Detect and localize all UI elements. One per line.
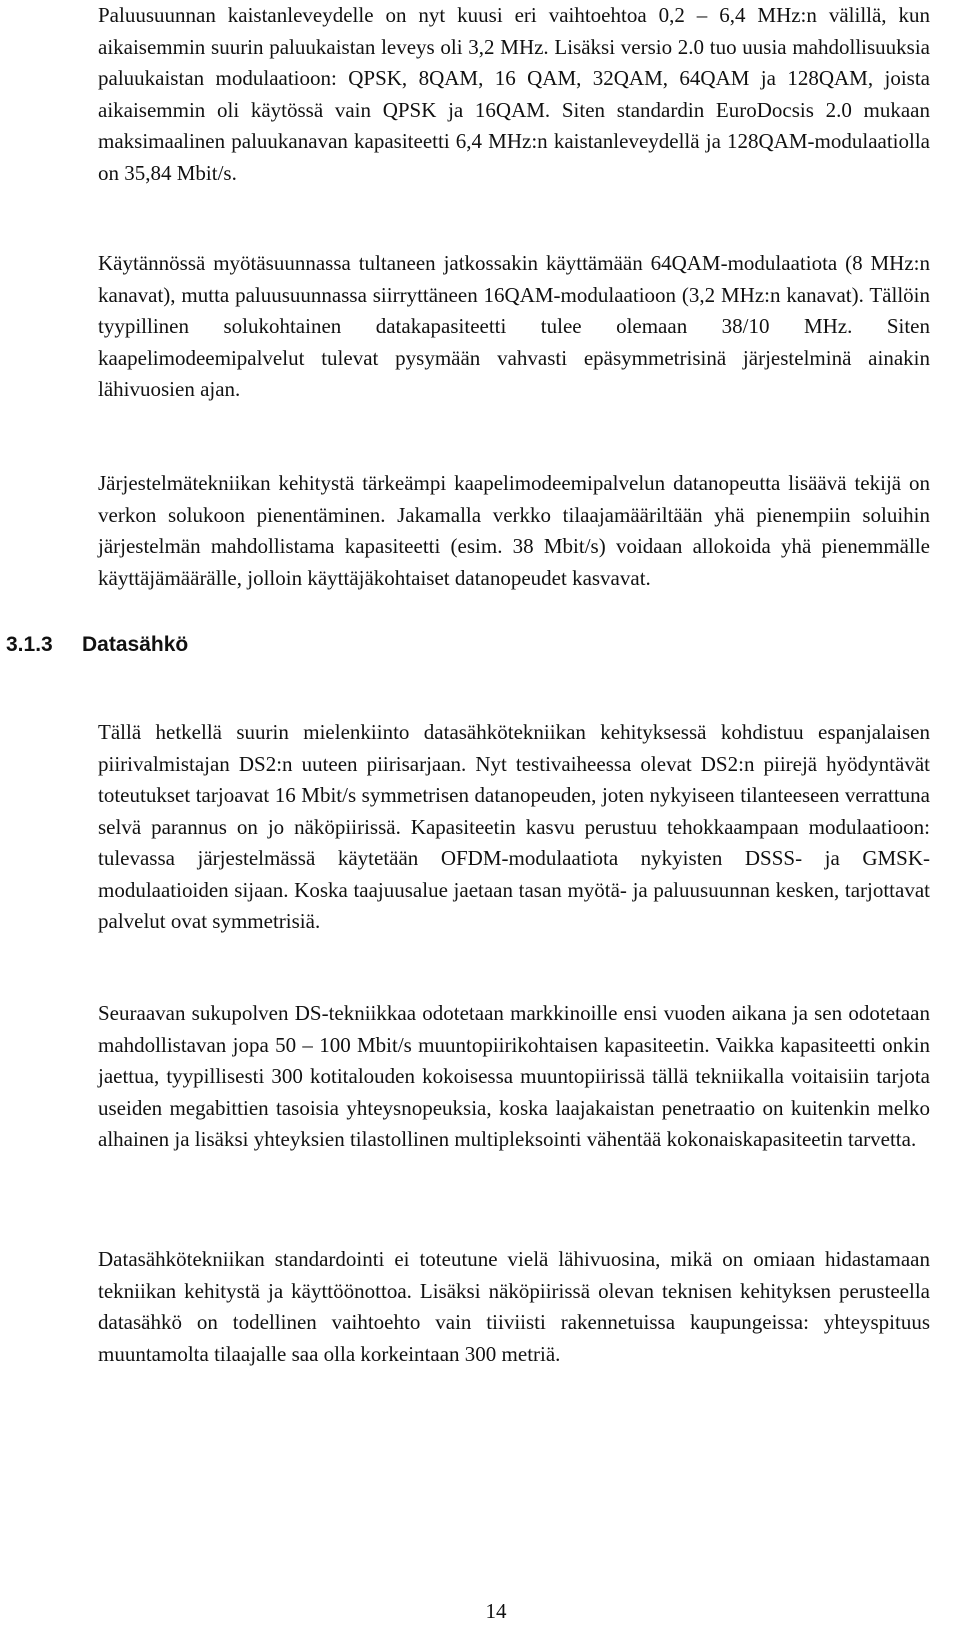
section-number: 3.1.3 [6, 633, 53, 656]
section-title: Datasähkö [82, 633, 189, 656]
paragraph-standardization: Datasähkötekniikan standardointi ei toteutune vielä lähivuosina, mikä on omiaan hidastamaan tekniikan kehitystä ja käyttöönottoa. Lisäksi näköpiirissä olevan teknisen kehityksen perusteella datasähkö on todellinen vaihtoehto vain tiiviisti rakennetuissa kaupungeissa: yhteyspituus muuntamolta tilaajalle saa olla korkeintaan 300 metriä. [98, 1247, 930, 1366]
paragraph-next-generation: Seuraavan sukupolven DS-tekniikkaa odotetaan markkinoille ensi vuoden aikana ja sen odotetaan mahdollistavan jopa 50 – 100 Mbit/s muuntopiirikohtaisen kapasiteetin. Vaikka kapasiteetti onkin jaettua, tyypillisesti 300 kotitalouden kokoisessa muuntopiirissä tällä tekniikalla voitaisiin tarjota useiden megabittien tasoisia yhteysnopeuksia, koska laajakaistan penetraatio on kuitenkin melko alhainen ja lisäksi yhteyksien tilastollinen multipleksointi vähentää kokonaiskapasiteetin tarvetta. [98, 1001, 930, 1151]
paragraph-cell-size: Järjestelmätekniikan kehitystä tärkeämpi kaapelimodeemipalvelun datanopeutta lisäävä tekijä on verkon solukoon pienentäminen. Jakamalla verkko tilaajamääriltään yhä pienempiin soluihin järjestelmän mahdollistama kapasiteetti (esim. 38 Mbit/s) voidaan allokoida yhä pienemmälle käyttäjämäärälle, jolloin käyttäjäkohtaiset datanopeudet kasvavat. [98, 471, 930, 590]
page-number: 14 [485, 1599, 507, 1623]
paragraph-modulation-practice: Käytännössä myötäsuunnassa tultaneen jatkossakin käyttämään 64QAM-modulaatiota (8 MHz:n kanavat), mutta paluusuunnassa siirryttäneen 16QAM-modulaatioon (3,2 MHz:n kanavat). Tällöin tyypillinen solukohtainen datakapasiteetti tulee olemaan 38/10 MHz. Siten kaapelimodeemipalvelut tulevat pysymään vahvasti epäsymmetrisinä järjestelminä ainakin lähivuosien ajan. [98, 251, 930, 401]
section-heading [6, 630, 188, 660]
paragraph-upstream-bandwidth: Paluusuunnan kaistanleveydelle on nyt kuusi eri vaihtoehtoa 0,2 – 6,4 MHz:n välillä, kun aikaisemmin suurin paluukaistan leveys oli 3,2 MHz. Lisäksi versio 2.0 tuo uusia mahdollisuuksia paluukaistan modulaatioon: QPSK, 8QAM, 16 QAM, 32QAM, 64QAM ja 128QAM, joista aikaisemmin oli käytössä vain QPSK ja 16QAM. Siten standardin EuroDocsis 2.0 mukaan maksimaalinen paluukanavan kapasiteetti 6,4 MHz:n kaistanleveydellä ja 128QAM-modulaatiolla on 35,84 Mbit/s. [98, 3, 930, 185]
paragraph-ds2-chipset: Tällä hetkellä suurin mielenkiinto datasähkötekniikan kehityksessä kohdistuu espanjalaisen piirivalmistajan DS2:n uuteen piirisarjaan. Nyt testivaiheessa olevat DS2:n piirejä hyödyntävät toteutukset tarjoavat 16 Mbit/s symmetrisen datanopeuden, joten nykyiseen tilanteeseen verrattuna selvä parannus on jo näköpiirissä. Kapasiteetin kasvu perustuu tehokkaampaan modulaatioon: tulevassa järjestelmässä käytetään OFDM-modulaatiota nykyisten DSSS- ja GMSK-modulaatioiden sijaan. Koska taajuusalue jaetaan tasan myötä- ja paluusuunnan kesken, tarjottavat palvelut ovat symmetrisiä. [98, 720, 930, 933]
